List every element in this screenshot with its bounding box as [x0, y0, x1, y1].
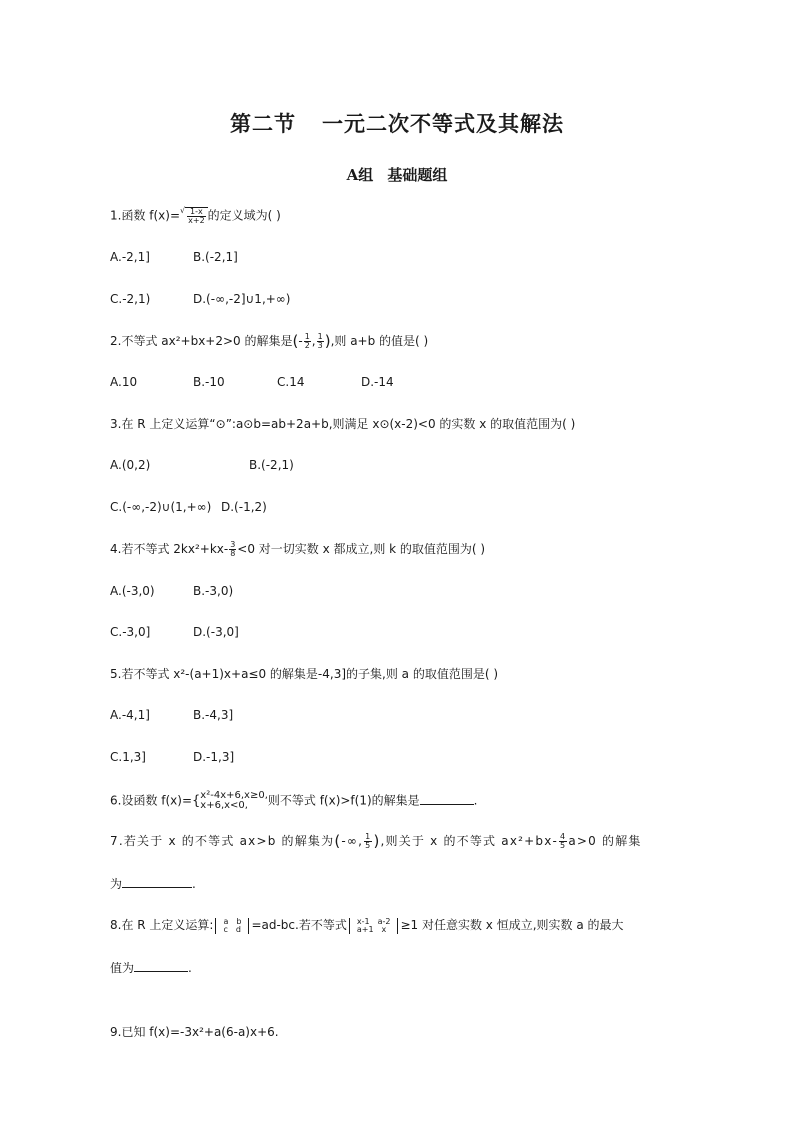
q3-option-d: D.(-1,2) — [221, 500, 267, 514]
question-8: 8.在 R 上定义运算: a b c d =ad-bc.若不等式 x-1 a-2 a+1 x ≥1 对任意实数 x 恒成立,则实数 a 的最大 — [110, 916, 624, 934]
determinant-inequality: x-1 a-2 a+1 x — [349, 918, 399, 934]
question-8-line-2: 值为 . — [110, 961, 192, 975]
q1-option-c: C.-2,1) — [110, 292, 151, 306]
question-4: 4.若不等式 2kx²+kx- $\frac{3}{8}$ <0 对一切实数 x 都成立,则 k 的取值范围为( ) — [110, 540, 486, 558]
piecewise-function: x²-4x+6,x≥0, x+6,x<0, — [200, 790, 268, 811]
q4-option-a: A.(-3,0) — [110, 584, 155, 598]
section-title — [0, 108, 794, 138]
q5-option-b: B.-4,3] — [193, 708, 234, 722]
q4-option-d: D.(-3,0] — [193, 625, 239, 639]
question-9: 9.已知 f(x)=-3x²+a(6-a)x+6. — [110, 1025, 279, 1039]
q2-option-a: A.10 — [110, 375, 138, 389]
q5-option-a: A.-4,1] — [110, 708, 150, 722]
q1-option-d: D.(-∞,-2]∪1,+∞) — [193, 292, 291, 306]
group-name: 基础题组 — [387, 166, 448, 184]
q1-stem-start: 1.函数 f(x)= — [110, 208, 181, 223]
q3-option-b: B.(-2,1) — [249, 458, 294, 472]
question-1 — [110, 207, 281, 225]
question-2: 2.不等式 ax²+bx+2>0 的解集是(- $\frac{1}{2}$ , $\frac{1}{3}$ ),则 a+b 的值是( ) — [110, 332, 429, 350]
q1-option-b: B.(-2,1] — [193, 250, 238, 264]
answer-blank[interactable] — [122, 875, 192, 888]
q2-option-d: D.-14 — [361, 375, 394, 389]
q3-option-a: A.(0,2) — [110, 458, 151, 472]
q4-option-b: B.-3,0) — [193, 584, 234, 598]
answer-blank[interactable] — [420, 792, 474, 805]
determinant-definition: a b c d — [215, 918, 249, 934]
q1-stem-end: 的定义域为( ) — [207, 208, 281, 223]
section-number: 第二节 — [230, 111, 296, 136]
question-3: 3.在 R 上定义运算“⊙”:a⊙b=ab+2a+b,则满足 x⊙(x-2)<0 的实数 x 的取值范围为( ) — [110, 417, 576, 431]
q5-option-c: C.1,3] — [110, 750, 146, 764]
q3-option-c: C.(-∞,-2)∪(1,+∞) — [110, 500, 212, 514]
sqrt-expression: √ $\frac{1-x}{x+2}$ — [180, 207, 208, 225]
q2-option-b: B.-10 — [193, 375, 225, 389]
group-label: A组 — [346, 166, 374, 184]
section-topic: 一元二次不等式及其解法 — [322, 111, 564, 136]
group-heading — [0, 164, 794, 185]
q5-option-d: D.-1,3] — [193, 750, 235, 764]
question-7: 7.若关于 x 的不等式 ax>b 的解集为(-∞, $\frac{1}{5}$ ),则关于 x 的不等式 ax²+bx- $\frac{4}{5}$ a>0 的解集 — [110, 832, 642, 850]
q2-option-c: C.14 — [277, 375, 305, 389]
answer-blank[interactable] — [134, 959, 188, 972]
question-5: 5.若不等式 x²-(a+1)x+a≤0 的解集是-4,3]的子集,则 a 的取值范围是( ) — [110, 667, 498, 681]
q1-option-a: A.-2,1] — [110, 250, 150, 264]
question-6: 6.设函数 f(x)={ x²-4x+6,x≥0, x+6,x<0, 则不等式 f(x)>f(1)的解集是 . — [110, 790, 478, 811]
q4-option-c: C.-3,0] — [110, 625, 151, 639]
question-7-line-2: 为 . — [110, 877, 196, 891]
